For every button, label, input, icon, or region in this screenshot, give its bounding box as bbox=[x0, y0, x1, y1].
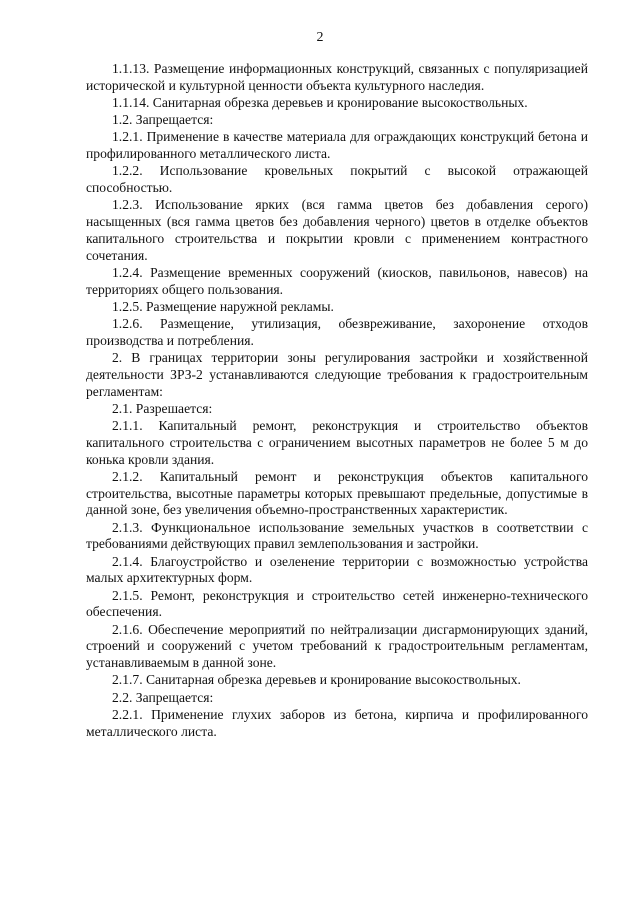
paragraph-1-2-1: 1.2.1. Применение в качестве материала для ограждающих конструкций бетона и профилированного металлического листа. bbox=[86, 129, 588, 162]
paragraph-1-1-13: 1.1.13. Размещение информационных конструкций, связанных с популяризацией исторической и культурной ценности объекта культурного наследия. bbox=[86, 61, 588, 93]
paragraph-2-1-2: 2.1.2. Капитальный ремонт и реконструкция объектов капитального строительства, высотные параметры которых превышают предельные, допустимые в данной зоне, без увеличения объемно-пространственных характеристик. bbox=[86, 468, 588, 518]
paragraph-2-2: 2.2. Запрещается: bbox=[112, 689, 214, 705]
paragraph-2-1-5: 2.1.5. Ремонт, реконструкция и строительство сетей инженерно-технического обеспечения. bbox=[86, 587, 588, 620]
paragraph-2-1-7: 2.1.7. Санитарная обрезка деревьев и кронирование высокоствольных. bbox=[112, 672, 521, 688]
paragraph-2-1-1: 2.1.1. Капитальный ремонт, реконструкция и строительство объектов капитального строительства с ограничением высотных параметров не более 5 м до конька кровли здания. bbox=[86, 418, 588, 467]
page-number: 2 bbox=[316, 30, 324, 45]
paragraph-2-1-3: 2.1.3. Функциональное использование земельных участков в соответствии с требованиями действующих правил землепользования и застройки. bbox=[86, 519, 588, 552]
paragraph-1-1-14: 1.1.14. Санитарная обрезка деревьев и кронирование высокоствольных. bbox=[112, 94, 528, 110]
paragraph-1-2-5: 1.2.5. Размещение наружной рекламы. bbox=[112, 298, 334, 314]
paragraph-2-1-4: 2.1.4. Благоустройство и озеленение территории с возможностью устройства малых архитектурных форм. bbox=[86, 553, 588, 586]
paragraph-1-2-3: 1.2.3. Использование ярких (вся гамма цветов без добавления серого) насыщенных (вся гамма цветов без добавления черного) цветов в отделке объектов капитального строительства и покрытии кровли с применением контрастного сочетания. bbox=[86, 197, 588, 263]
paragraph-2-1-6: 2.1.6. Обеспечение мероприятий по нейтрализации дисгармонирующих зданий, строений и сооружений с учетом требований к градостроительным регламентам, устанавливаемым в данной зоне. bbox=[86, 621, 588, 671]
paragraph-1-2-6: 1.2.6. Размещение, утилизация, обезвреживание, захоронение отходов производства и потребления. bbox=[86, 316, 588, 348]
paragraph-2-2-1: 2.2.1. Применение глухих заборов из бетона, кирпича и профилированного металлического листа. bbox=[86, 706, 588, 739]
paragraph-2-1: 2.1. Разрешается: bbox=[112, 400, 213, 416]
paragraph-1-2-4: 1.2.4. Размещение временных сооружений (киосков, павильонов, навесов) на территориях общего пользования. bbox=[86, 264, 588, 297]
paragraph-1-2-2: 1.2.2. Использование кровельных покрытий с высокой отражающей способностью. bbox=[86, 163, 588, 196]
paragraph-2: 2. В границах территории зоны регулирования застройки и хозяйственной деятельности ЗРЗ-2 устанавливаются следующие требования к градостроительным регламентам: bbox=[86, 350, 588, 399]
paragraph-1-2: 1.2. Запрещается: bbox=[112, 112, 214, 128]
document-body bbox=[86, 61, 588, 741]
